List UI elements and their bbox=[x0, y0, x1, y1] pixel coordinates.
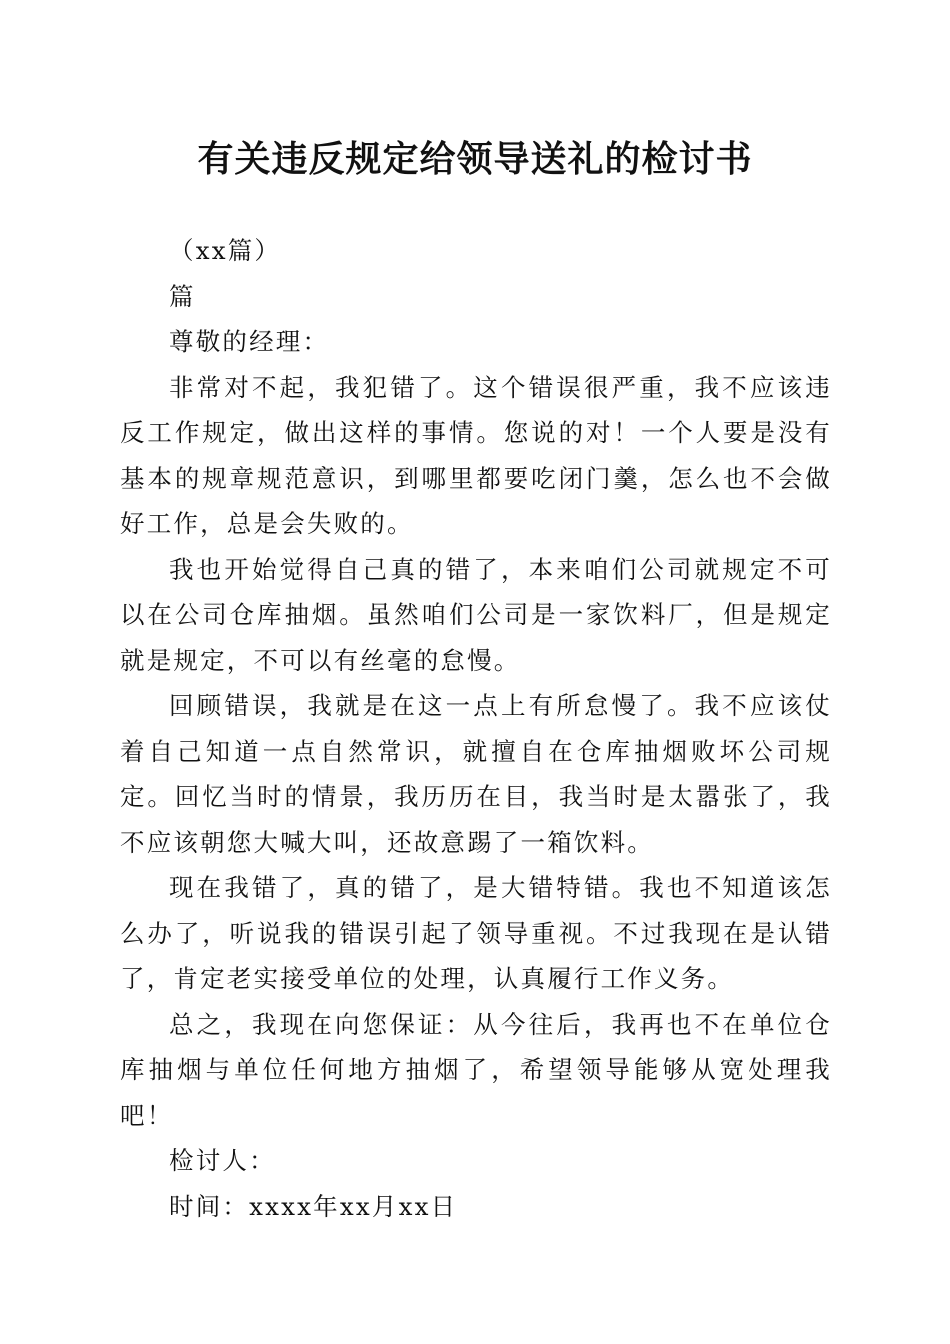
paragraph-signer: 检讨人： bbox=[169, 1146, 276, 1175]
paragraph-promise: 总之，我现在向您保证：从今往后，我再也不在单位仓库抽烟与单位任何地方抽烟了，希望领导能够从宽处理我吧！ bbox=[120, 1009, 832, 1130]
document-body bbox=[120, 228, 832, 1229]
document-title: 有关违反规定给领导送礼的检讨书 bbox=[197, 138, 753, 180]
paragraph-date: 时间：xxxx年xx月xx日 bbox=[169, 1191, 458, 1221]
paragraph-admission: 现在我错了，真的错了，是大错特错。我也不知道该怎么办了，听说我的错误引起了领导重视。不过我现在是认错了，肯定老实接受单位的处理，认真履行工作义务。 bbox=[120, 873, 832, 993]
paragraph-realization: 我也开始觉得自己真的错了，本来咱们公司就规定不可以在公司仓库抽烟。虽然咱们公司是一家饮料厂，但是规定就是规定，不可以有丝毫的怠慢。 bbox=[120, 554, 832, 675]
paragraph-section-marker: 篇 bbox=[169, 281, 196, 311]
paragraph-apology: 非常对不起，我犯错了。这个错误很严重，我不应该违反工作规定，做出这样的事情。您说的对！一个人要是没有基本的规章规范意识，到哪里都要吃闭门羹，怎么也不会做好工作，总是会失败的。 bbox=[120, 372, 832, 538]
paragraph-review: 回顾错误，我就是在这一点上有所怠慢了。我不应该仗着自己知道一点自然常识，就擅自在仓库抽烟败坏公司规定。回忆当时的情景，我历历在目，我当时是太嚣张了，我不应该朝您大喊大叫，还故意踢了一箱饮料。 bbox=[120, 691, 832, 857]
paragraph-salutation: 尊敬的经理： bbox=[169, 327, 330, 356]
paragraph-count-note: （xx篇） bbox=[169, 236, 282, 265]
